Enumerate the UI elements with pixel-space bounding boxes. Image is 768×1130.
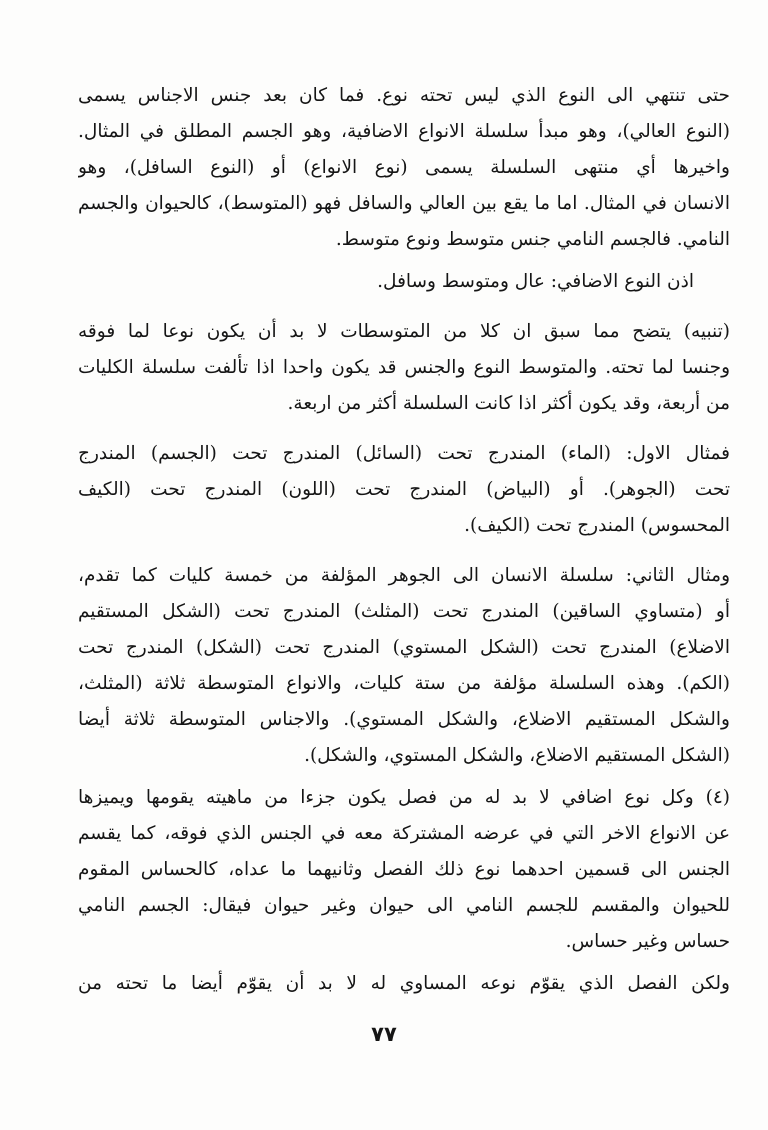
- text-line: حساس وغير حساس.: [565, 931, 730, 952]
- text-line: الانسان في المثال. اما ما يقع بين العالي والسافل فهو (المتوسط)، كالحيوان والجسم: [78, 193, 730, 214]
- text-line: ولكن الفصل الذي يقوّم نوعه المساوي له لا بد أن يقوّم أيضا ما تحته من: [78, 973, 730, 994]
- paragraph: [78, 780, 730, 960]
- page-number: ٧٧: [371, 1022, 397, 1046]
- text-line: ومثال الثاني: سلسلة الانسان الى الجوهر المؤلفة من خمسة كليات كما تقدم،: [78, 565, 730, 586]
- paragraph: [78, 264, 730, 300]
- text-line: واخيرها أي منتهى السلسلة يسمى (نوع الانواع) أو (النوع السافل)، وهو: [78, 157, 730, 178]
- text-line: (النوع العالي)، وهو مبدأ سلسلة الانواع الاضافية، وهو الجسم المطلق في المثال.: [78, 121, 730, 142]
- paragraph: [78, 78, 730, 258]
- text-line: المحسوس) المندرج تحت (الكيف).: [464, 515, 730, 536]
- text-line: النامي. فالجسم النامي جنس متوسط ونوع متوسط.: [335, 229, 730, 250]
- text-line: الجنس الى قسمين احدهما نوع ذلك الفصل وثانيهما ما عداه، كالحساس المقوم: [78, 859, 730, 880]
- text-line: (٤) وكل نوع اضافي لا بد له من فصل يكون جزءا من ماهيته يقومها ويميزها: [78, 787, 730, 808]
- text-line: الاضلاع) المندرج تحت (الشكل المستوي) المندرج تحت (الشكل) المندرج تحت: [78, 637, 730, 658]
- text-line: أو (متساوي الساقين) المندرج تحت (المثلث) المندرج تحت (الشكل المستقيم: [78, 601, 730, 622]
- text-line: فمثال الاول: (الماء) المندرج تحت (السائل) المندرج تحت (الجسم) المندرج: [78, 443, 730, 464]
- text-body: [78, 78, 730, 1002]
- paragraph: [78, 436, 730, 544]
- text-line: (تنبيه) يتضح مما سبق ان كلا من المتوسطات لا بد أن يكون نوعا لما فوقه: [78, 321, 730, 342]
- paragraph: [78, 558, 730, 774]
- text-line: وجنسا لما تحته. والمتوسط النوع والجنس قد يكون واحدا اذا تألفت سلسلة الكليات: [78, 357, 730, 378]
- text-line: عن الانواع الاخر التي في عرضه المشتركة معه في الجنس الذي فوقه، كما يقسم: [78, 823, 730, 844]
- paragraph: [78, 314, 730, 422]
- paragraph: [78, 966, 730, 1002]
- text-line: حتى تنتهي الى النوع الذي ليس تحته نوع. فما كان بعد جنس الاجناس يسمى: [78, 85, 730, 106]
- text-line: اذن النوع الاضافي: عال ومتوسط وسافل.: [377, 271, 694, 292]
- text-line: من أربعة، وقد يكون أكثر اذا كانت السلسلة أكثر من اربعة.: [287, 393, 730, 414]
- text-line: والشكل المستقيم الاضلاع، والشكل المستوي). والاجناس المتوسطة ثلاثة أيضا: [78, 709, 730, 730]
- text-line: للحيوان والمقسم للجسم النامي الى حيوان وغير حيوان فيقال: الجسم النامي: [78, 895, 730, 916]
- text-line: تحت (الجوهر). أو (البياض) المندرج تحت (اللون) المندرج تحت (الكيف: [78, 479, 730, 500]
- text-line: (الكم). وهذه السلسلة مؤلفة من ستة كليات، والانواع المتوسطة ثلاثة (المثلث،: [78, 673, 730, 694]
- text-line: (الشكل المستقيم الاضلاع، والشكل المستوي، والشكل).: [304, 745, 730, 766]
